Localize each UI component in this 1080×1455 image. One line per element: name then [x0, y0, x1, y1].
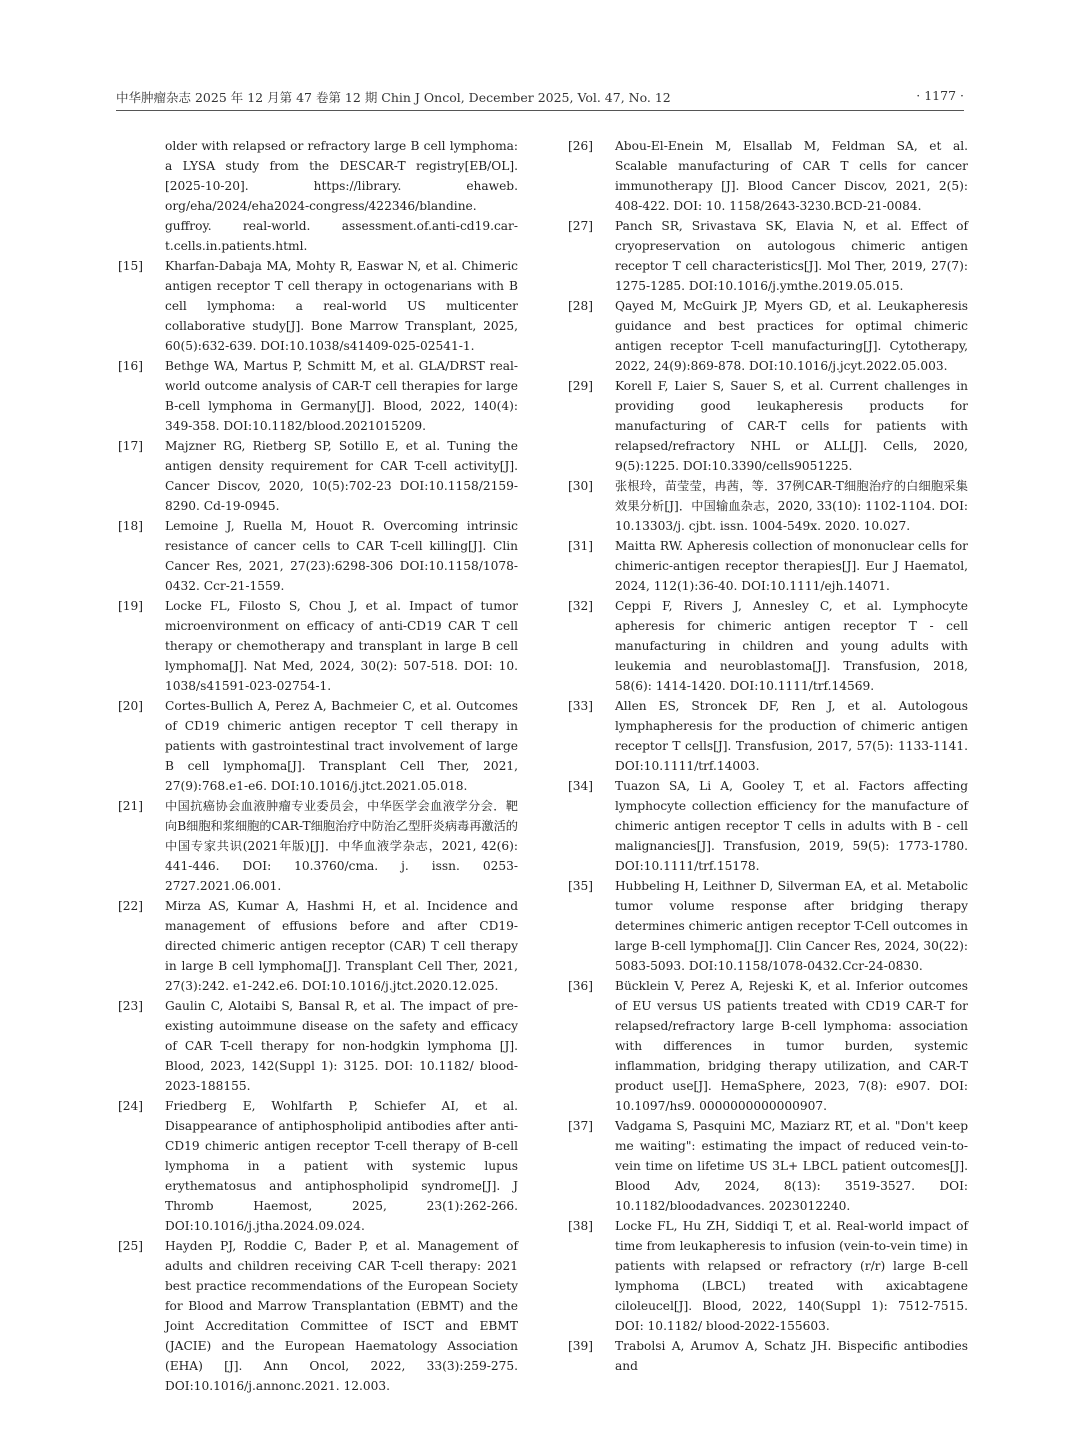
reference-text: Locke FL, Hu ZH, Siddiqi T, et al. Real-world impact of time from leukapheresis to infusion (vein-to-vein time) in patients with relapsed or refractory (r/r) large B-cell lymphoma (LBCL) treated with axicabtagene ciloleucel[J]. Blood, 2022, 140(Suppl 1): 7512-7515. DOI: 10.1182/ blood-2022-155603.	[615, 1219, 968, 1333]
reference-number: [20]	[118, 699, 144, 713]
reference-item	[118, 1236, 518, 1396]
reference-number: [32]	[568, 599, 594, 613]
reference-text: Korell F, Laier S, Sauer S, et al. Current challenges in providing good leukapheresis products for manufacturing of CAR-T cells for patients with relapsed/refractory NHL or ALL[J]. Cells, 2020, 9(5):1225. DOI:10.3390/cells9051225.	[615, 379, 968, 473]
reference-text: Kharfan-Dabaja MA, Mohty R, Easwar N, et al. Chimeric antigen receptor T cell therapy in octogenarians with B cell lymphoma: a real-world US multicenter collaborative study[J]. Bone Marrow Transplant, 2025, 60(5):632-639. DOI:10.1038/s41409-025-02541-1.	[165, 259, 518, 353]
reference-number: [19]	[118, 599, 144, 613]
reference-text: Qayed M, McGuirk JP, Myers GD, et al. Leukapheresis guidance and best practices for optimal chimeric antigen receptor T-cell manufacturing[J]. Cytotherapy, 2022, 24(9):869-878. DOI:10.1016/j.jcyt.2022.05.003.	[615, 299, 968, 373]
running-header	[116, 88, 964, 108]
reference-item	[118, 796, 518, 896]
header-rule	[116, 110, 964, 111]
reference-text: Lemoine J, Ruella M, Houot R. Overcoming intrinsic resistance of cancer cells to CAR T-cell killing[J]. Clin Cancer Res, 2021, 27(23):6298-306 DOI:10.1158/1078-0432. Ccr-21-1559.	[165, 519, 518, 593]
journal-citation: 中华肿瘤杂志 2025 年 12 月第 47 卷第 12 期 Chin J Oncol, December 2025, Vol. 47, No. 12	[116, 90, 671, 105]
reference-number: [27]	[568, 219, 594, 233]
reference-number: [30]	[568, 479, 594, 493]
reference-item	[118, 896, 518, 996]
reference-number: [38]	[568, 1219, 594, 1233]
reference-number: [35]	[568, 879, 594, 893]
reference-number: [15]	[118, 259, 144, 273]
reference-number: [16]	[118, 359, 144, 373]
reference-text: Hubbeling H, Leithner D, Silverman EA, et al. Metabolic tumor volume response after bridging therapy determines chimeric antigen receptor T-Cell outcomes in large B-cell lymphoma[J]. Clin Cancer Res, 2024, 30(22): 5083-5093. DOI:10.1158/1078-0432.Ccr-24-0830.	[615, 879, 968, 973]
reference-text: older with relapsed or refractory large B cell lymphoma: a LYSA study from the DESCAR-T registry[EB/OL]. [2025-10-20]. https://library. ehaweb. org/eha/2024/eha2024-congress/422346/blandine. guffroy. real-world. assessment.of.anti-cd19.car-t.cells.in.patients.html.	[165, 139, 518, 253]
reference-item	[118, 996, 518, 1096]
reference-text: 中国抗癌协会血液肿瘤专业委员会，中华医学会血液学分会．靶向B细胞和浆细胞的CAR-T细胞治疗中防治乙型肝炎病毒再激活的中国专家共识(2021年版)[J]．中华血液学杂志，2021, 42(6): 441-446. DOI: 10.3760/cma. j. issn. 0253-2727.2021.06.001.	[165, 799, 518, 893]
reference-text: Allen ES, Stroncek DF, Ren J, et al. Autologous lymphapheresis for the production of chimeric antigen receptor T cells[J]. Transfusion, 2017, 57(5): 1133-1141. DOI:10.1111/trf.14003.	[615, 699, 968, 773]
reference-item	[118, 1096, 518, 1236]
reference-number: [31]	[568, 539, 594, 553]
reference-number: [21]	[118, 799, 144, 813]
reference-item	[568, 216, 968, 296]
reference-number: [36]	[568, 979, 594, 993]
reference-text: Maitta RW. Apheresis collection of mononuclear cells for chimeric-antigen receptor therapies[J]. Eur J Haematol, 2024, 112(1):36-40. DOI:10.1111/ejh.14071.	[615, 539, 968, 593]
reference-number	[118, 136, 165, 256]
reference-item	[118, 596, 518, 696]
reference-text: Ceppi F, Rivers J, Annesley C, et al. Lymphocyte apheresis for chimeric antigen receptor T - cell manufacturing in children and young adults with leukemia and neuroblastoma[J]. Transfusion, 2018, 58(6): 1414-1420. DOI:10.1111/trf.14569.	[615, 599, 968, 693]
reference-text: Majzner RG, Rietberg SP, Sotillo E, et al. Tuning the antigen density requirement for CAR T-cell activity[J]. Cancer Discov, 2020, 10(5):702-23 DOI:10.1158/2159-8290. Cd-19-0945.	[165, 439, 518, 513]
reference-text: Mirza AS, Kumar A, Hashmi H, et al. Incidence and management of effusions before and after CD19-directed chimeric antigen receptor (CAR) T cell therapy in large B cell lymphoma[J]. Transplant Cell Ther, 2021, 27(3):242. e1-242.e6. DOI:10.1016/j.jtct.2020.12.025.	[165, 899, 518, 993]
reference-number: [37]	[568, 1119, 594, 1133]
reference-text: Abou-El-Enein M, Elsallab M, Feldman SA, et al. Scalable manufacturing of CAR T cells for cancer immunotherapy [J]. Blood Cancer Discov, 2021, 2(5): 408-422. DOI: 10. 1158/2643-3230.BCD-21-0084.	[615, 139, 968, 213]
reference-item	[568, 476, 968, 536]
reference-item	[568, 876, 968, 976]
reference-item	[568, 376, 968, 476]
reference-item	[568, 776, 968, 876]
reference-text: Locke FL, Filosto S, Chou J, et al. Impact of tumor microenvironment on efficacy of anti-CD19 CAR T cell therapy or chemotherapy and transplant in large B cell lymphoma[J]. Nat Med, 2024, 30(2): 507-518. DOI: 10. 1038/s41591-023-02754-1.	[165, 599, 518, 693]
reference-number: [25]	[118, 1239, 144, 1253]
reference-number: [28]	[568, 299, 594, 313]
reference-item	[568, 976, 968, 1116]
reference-text: Trabolsi A, Arumov A, Schatz JH. Bispecific antibodies and	[615, 1339, 968, 1373]
reference-item	[568, 596, 968, 696]
reference-number: [39]	[568, 1339, 594, 1353]
reference-item	[568, 536, 968, 596]
reference-item	[118, 356, 518, 436]
reference-item	[568, 1116, 968, 1216]
reference-item	[568, 296, 968, 376]
reference-item	[568, 1216, 968, 1336]
left-column	[118, 136, 518, 1396]
reference-number: [29]	[568, 379, 594, 393]
reference-text: Tuazon SA, Li A, Gooley T, et al. Factors affecting lymphocyte collection efficiency for the manufacture of chimeric antigen receptor T cells in adults with B - cell malignancies[J]. Transfusion, 2019, 59(5): 1773-1780. DOI:10.1111/trf.15178.	[615, 779, 968, 873]
reference-item	[118, 136, 518, 256]
reference-item	[118, 696, 518, 796]
reference-number: [24]	[118, 1099, 144, 1113]
reference-item	[568, 136, 968, 216]
reference-item	[118, 256, 518, 356]
reference-text: Friedberg E, Wohlfarth P, Schiefer AI, et al. Disappearance of antiphospholipid antibodies after anti-CD19 chimeric antigen receptor T-cell therapy of B-cell lymphoma in a patient with systemic lupus erythematosus and antiphospholipid syndrome[J]. J Thromb Haemost, 2025, 23(1):262-266. DOI:10.1016/j.jtha.2024.09.024.	[165, 1099, 518, 1233]
reference-item	[568, 1336, 968, 1376]
reference-item	[118, 436, 518, 516]
reference-text: Panch SR, Srivastava SK, Elavia N, et al. Effect of cryopreservation on autologous chimeric antigen receptor T cell characteristics[J]. Mol Ther, 2019, 27(7): 1275-1285. DOI:10.1016/j.ymthe.2019.05.015.	[615, 219, 968, 293]
reference-number: [17]	[118, 439, 144, 453]
reference-number: [33]	[568, 699, 594, 713]
reference-text: Bücklein V, Perez A, Rejeski K, et al. Inferior outcomes of EU versus US patients treated with CD19 CAR-T for relapsed/refractory large B-cell lymphoma: association with differences in tumor burden, systemic inflammation, bridging therapy utilization, and CAR-T product use[J]. HemaSphere, 2023, 7(8): e907. DOI: 10.1097/hs9. 0000000000000907.	[615, 979, 968, 1113]
reference-number: [18]	[118, 519, 144, 533]
reference-text: Vadgama S, Pasquini MC, Maziarz RT, et al. "Don't keep me waiting": estimating the impact of reduced vein-to-vein time on lifetime US 3L+ LBCL patient outcomes[J]. Blood Adv, 2024, 8(13): 3519-3527. DOI: 10.1182/bloodadvances. 2023012240.	[615, 1119, 968, 1213]
page-number: · 1177 ·	[916, 88, 964, 103]
reference-text: Cortes-Bullich A, Perez A, Bachmeier C, et al. Outcomes of CD19 chimeric antigen receptor T cell therapy in patients with gastrointestinal tract involvement of large B cell lymphoma[J]. Transplant Cell Ther, 2021, 27(9):768.e1-e6. DOI:10.1016/j.jtct.2021.05.018.	[165, 699, 518, 793]
reference-number: [23]	[118, 999, 144, 1013]
right-column	[568, 136, 968, 1376]
reference-text: Bethge WA, Martus P, Schmitt M, et al. GLA/DRST real-world outcome analysis of CAR-T cell therapies for large B-cell lymphoma in Germany[J]. Blood, 2022, 140(4): 349-358. DOI:10.1182/blood.2021015209.	[165, 359, 518, 433]
reference-item	[568, 696, 968, 776]
reference-text: Hayden PJ, Roddie C, Bader P, et al. Management of adults and children receiving CAR T-cell therapy: 2021 best practice recommendations of the European Society for Blood and Marrow Transplantation (EBMT) and the Joint Accreditation Committee of ISCT and EBMT (JACIE) and the European Haematology Association (EHA) [J]. Ann Oncol, 2022, 33(3):259-275. DOI:10.1016/j.annonc.2021. 12.003.	[165, 1239, 518, 1393]
reference-number: [22]	[118, 899, 144, 913]
reference-text: 张根玲，苗莹莹，冉茜，等．37例CAR-T细胞治疗的白细胞采集效果分析[J]．中国输血杂志，2020, 33(10): 1102-1104. DOI: 10.13303/j. cjbt. issn. 1004-549x. 2020. 10.027.	[615, 479, 968, 533]
reference-number: [26]	[568, 139, 594, 153]
reference-text: Gaulin C, Alotaibi S, Bansal R, et al. The impact of pre-existing autoimmune disease on the safety and efficacy of CAR T-cell therapy for non-hodgkin lymphoma [J]. Blood, 2023, 142(Suppl 1): 3125. DOI: 10.1182/ blood-2023-188155.	[165, 999, 518, 1093]
reference-number: [34]	[568, 779, 594, 793]
reference-item	[118, 516, 518, 596]
